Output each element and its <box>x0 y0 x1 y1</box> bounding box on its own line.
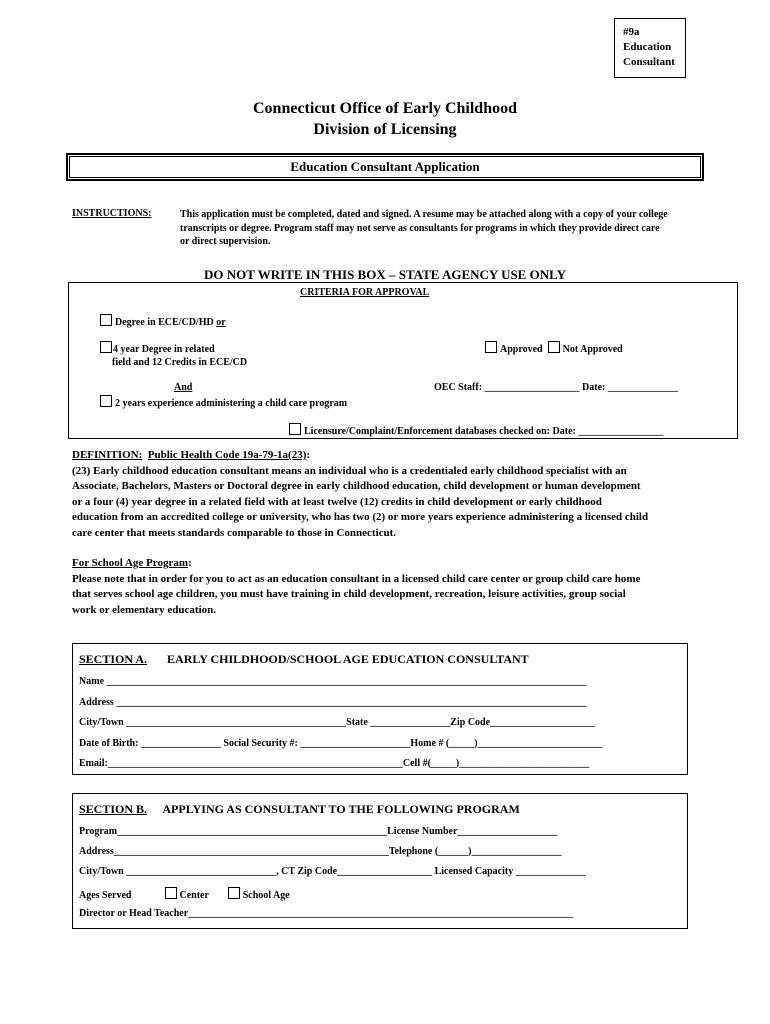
degree-ece-label: Degree in ECE/CD/HD <box>115 317 214 328</box>
school-age-checkbox[interactable] <box>228 887 240 899</box>
city-state-zip-field[interactable]: City/Town ____________________________________________State ________________Zip Code_____________________ <box>79 717 596 728</box>
instructions-text <box>180 208 740 249</box>
section-a-header <box>79 652 529 667</box>
not-approved-label: Not Approved <box>562 344 623 355</box>
center-checkbox[interactable] <box>165 887 177 899</box>
form-tag-box <box>614 18 686 78</box>
form-title-box <box>66 153 704 181</box>
two-years-checkbox[interactable] <box>100 395 112 407</box>
section-a-label: SECTION A. <box>79 652 148 666</box>
four-year-row <box>100 341 247 369</box>
section-b-label: SECTION B. <box>79 802 148 816</box>
section-b-title: APPLYING AS CONSULTANT TO THE FOLLOWING PROGRAM <box>162 802 520 816</box>
email-cell-field[interactable]: Email:___________________________________________________________Cell #(_____)__________________________ <box>79 758 590 769</box>
school-age-block <box>72 556 734 618</box>
name-field[interactable]: Name ________________________________________________________________________________________________ <box>79 676 587 687</box>
definition-line: care center that meets standards comparable to those in Connecticut. <box>72 526 397 539</box>
school-age-line: that serves school age children, you must have training in child development, recreation, leisure activities, group social <box>72 588 626 601</box>
address-field[interactable]: Address ______________________________________________________________________________________________ <box>79 697 587 708</box>
director-field[interactable]: Director or Head Teacher_____________________________________________________________________________ <box>79 908 574 919</box>
state-use-box <box>68 282 738 439</box>
ages-served-label: Ages Served <box>79 890 132 901</box>
definition-line: (23) Early childhood education consultant means an individual who is a credentialed early childhood specialist with an <box>72 464 627 477</box>
division-title: Division of Licensing <box>313 121 457 138</box>
definition-label: DEFINITION: <box>72 449 143 461</box>
form-title: Education Consultant Application <box>290 159 480 174</box>
degree-or-label: or <box>216 317 226 328</box>
definition-code: Public Health Code 19a-79-1a(23) <box>147 449 307 461</box>
program-city-zip-capacity-field[interactable]: City/Town ______________________________, CT Zip Code___________________ Licensed Capacity ______________ <box>79 866 586 877</box>
section-b-header <box>79 802 520 817</box>
instructions-line: This application must be completed, dated and signed. A resume may be attached along with a copy of your college <box>180 209 668 220</box>
definition-line: or a four (4) year degree in a related field with at least twelve (12) credits in child development or early childhood <box>72 495 602 508</box>
dob-ssn-home-field[interactable]: Date of Birth: ________________ Social Security #: ______________________Home # (_____)_________________________ <box>79 738 603 749</box>
state-use-heading: DO NOT WRITE IN THIS BOX – STATE AGENCY USE ONLY <box>204 267 566 282</box>
two-years-row <box>100 395 347 409</box>
org-title: Connecticut Office of Early Childhood <box>253 100 517 117</box>
not-approved-checkbox[interactable] <box>548 341 560 353</box>
four-year-label: 4 year Degree in related <box>113 344 215 355</box>
section-a-title: EARLY CHILDHOOD/SCHOOL AGE EDUCATION CONSULTANT <box>167 652 529 666</box>
oec-staff-line: OEC Staff: ___________________ Date: ______________ <box>434 382 678 393</box>
definition-line: education from an accredited college or university, who has two (2) or more years experience administering a licensed child <box>72 511 649 524</box>
instructions-line: or direct supervision. <box>180 236 271 247</box>
school-age-heading: For School Age Program <box>72 557 188 569</box>
four-year-checkbox[interactable] <box>100 341 112 353</box>
instructions-line: transcripts or degree. Program staff may not serve as consultants for programs in which they provide direct care <box>180 222 660 234</box>
form-tag-number: #9a <box>623 26 640 38</box>
school-age-line: Please note that in order for you to act as an education consultant in a licensed child care center or group child care home <box>72 572 641 585</box>
and-label: And <box>174 382 193 393</box>
school-age-label: School Age <box>242 890 290 901</box>
ages-served-row <box>79 887 290 901</box>
approved-checkbox[interactable] <box>485 341 497 353</box>
two-years-label: 2 years experience administering a child care program <box>115 398 348 409</box>
approved-label: Approved <box>500 344 543 355</box>
program-license-field[interactable]: Program______________________________________________________License Number____________________ <box>79 826 558 837</box>
approved-row <box>485 341 623 355</box>
form-tag-line-2: Education <box>623 41 672 53</box>
definition-block <box>72 448 734 542</box>
section-b-box <box>72 793 688 929</box>
criteria-heading: CRITERIA FOR APPROVAL <box>300 287 430 298</box>
degree-ece-checkbox[interactable] <box>100 314 112 326</box>
definition-colon: : <box>306 449 311 461</box>
databases-label: Licensure/Complaint/Enforcement databases checked on: Date: _________________ <box>304 426 664 437</box>
degree-ece-row <box>100 314 226 328</box>
instructions-label: INSTRUCTIONS: <box>72 208 152 219</box>
databases-row <box>289 423 663 437</box>
four-year-label-2: field and 12 Credits in ECE/CD <box>112 357 248 368</box>
program-address-phone-field[interactable]: Address_______________________________________________________Telephone (______)__________________ <box>79 846 562 857</box>
section-a-box <box>72 643 688 775</box>
definition-line: Associate, Bachelors, Masters or Doctoral degree in early childhood education, child development or human development <box>72 480 641 493</box>
school-age-line: work or elementary education. <box>72 603 216 616</box>
databases-checkbox[interactable] <box>289 423 301 435</box>
form-tag-line-3: Consultant <box>623 56 675 68</box>
school-age-colon: : <box>188 557 192 569</box>
center-label: Center <box>179 890 209 901</box>
